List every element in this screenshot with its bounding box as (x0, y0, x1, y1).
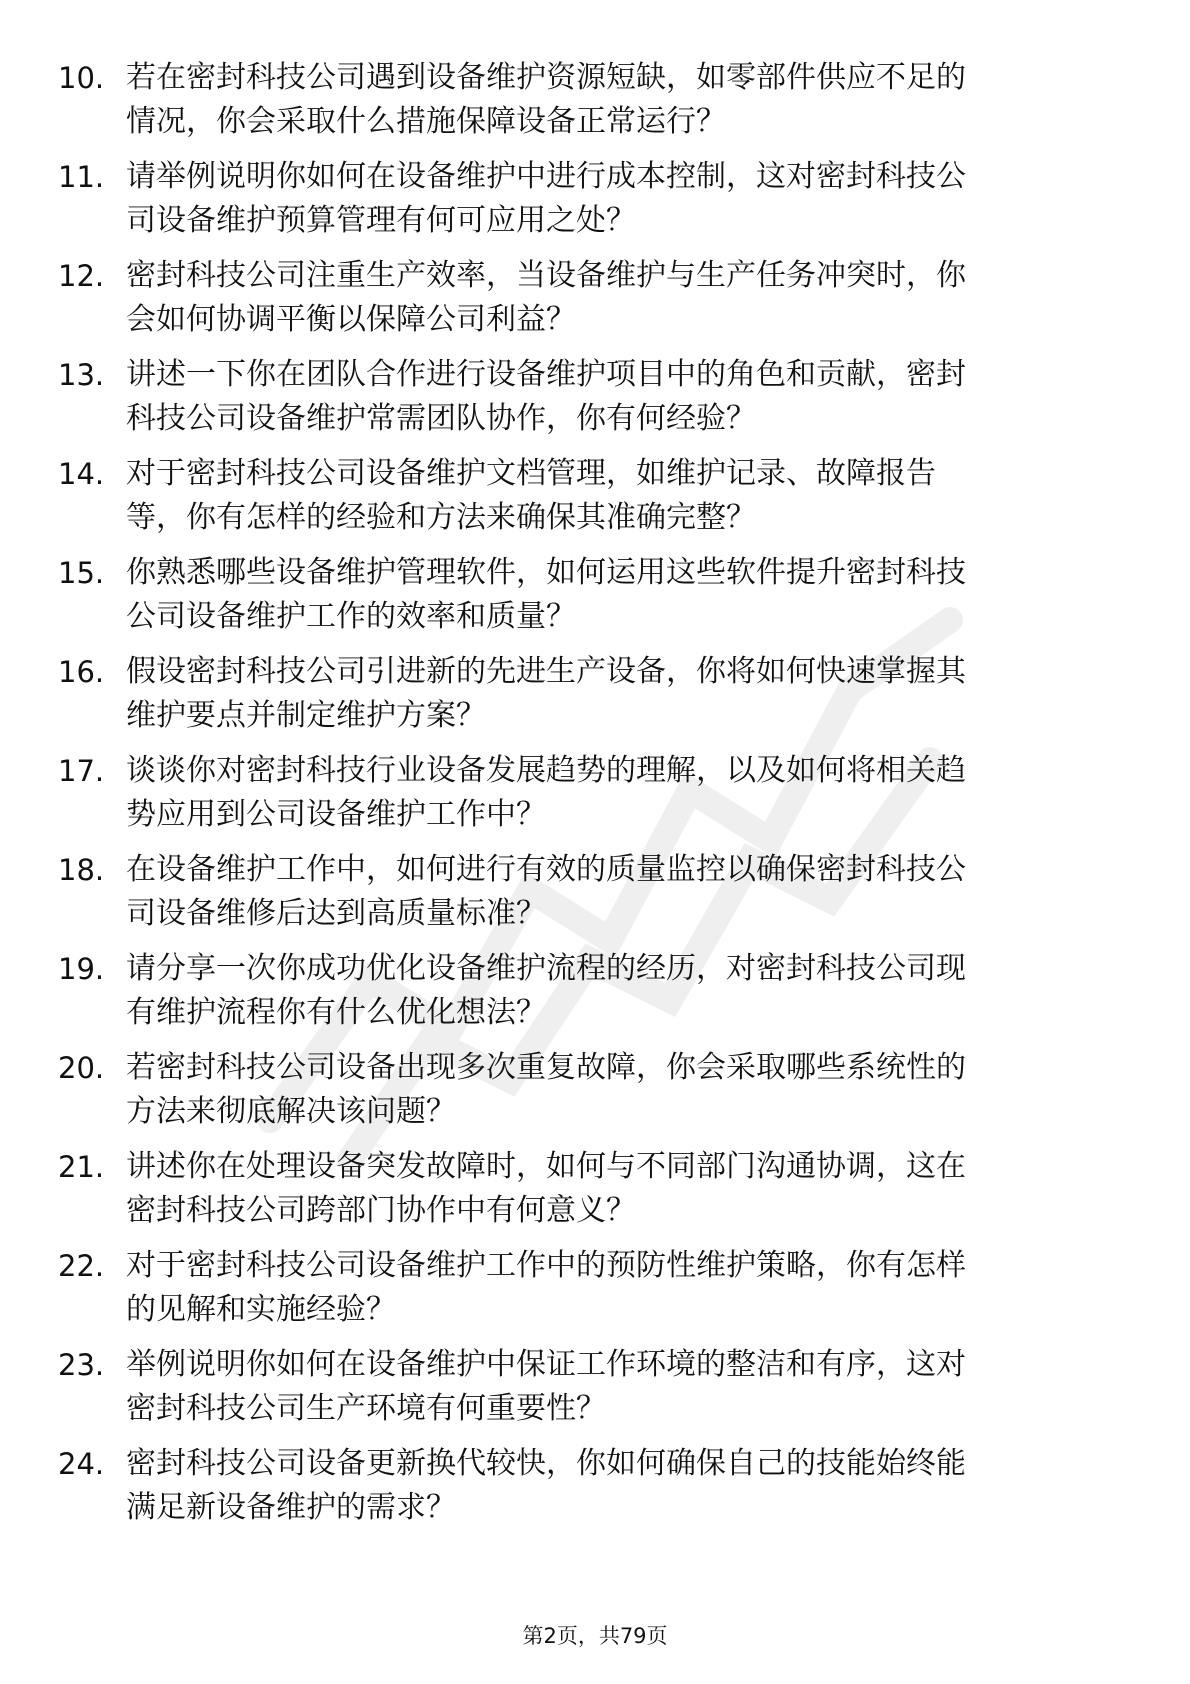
question-text (126, 353, 1126, 441)
question-line: 假设密封科技公司引进新的先进生产设备，你将如何快速掌握其 (126, 654, 966, 689)
question-number: 15. (58, 556, 105, 590)
question-line: 维护要点并制定维护方案？ (126, 698, 486, 733)
question-item (0, 1339, 1190, 1438)
question-text (126, 452, 1126, 540)
question-text (126, 848, 1126, 936)
question-line: 谈谈你对密封科技行业设备发展趋势的理解，以及如何将相关趋 (126, 753, 966, 788)
question-line: 举例说明你如何在设备维护中保证工作环境的整洁和有序，这对 (126, 1347, 966, 1382)
question-item (0, 151, 1190, 250)
question-item (0, 646, 1190, 745)
question-line: 密封科技公司生产环境有何重要性？ (126, 1391, 606, 1426)
page-footer (0, 1622, 1190, 1650)
question-item (0, 52, 1190, 151)
question-line: 情况，你会采取什么措施保障设备正常运行？ (126, 104, 726, 139)
question-line: 科技公司设备维护常需团队协作，你有何经验？ (126, 401, 756, 436)
question-line: 等，你有怎样的经验和方法来确保其准确完整？ (126, 500, 756, 535)
question-number: 12. (58, 259, 105, 293)
question-text (126, 749, 1126, 837)
question-line: 司设备维护预算管理有何可应用之处？ (126, 203, 636, 238)
question-line: 密封科技公司注重生产效率，当设备维护与生产任务冲突时，你 (126, 258, 966, 293)
question-item (0, 1042, 1190, 1141)
question-text (126, 1046, 1126, 1134)
question-text (126, 1145, 1126, 1233)
question-number: 10. (58, 61, 105, 95)
question-item (0, 250, 1190, 349)
question-text (126, 1244, 1126, 1332)
question-number: 24. (58, 1447, 105, 1481)
question-number: 13. (58, 358, 105, 392)
question-item (0, 448, 1190, 547)
question-number: 18. (58, 853, 105, 887)
question-number: 17. (58, 754, 105, 788)
question-line: 你熟悉哪些设备维护管理软件，如何运用这些软件提升密封科技 (126, 555, 966, 590)
question-text (126, 155, 1126, 243)
question-line: 若密封科技公司设备出现多次重复故障，你会采取哪些系统性的 (126, 1050, 966, 1085)
question-number: 23. (58, 1348, 105, 1382)
question-line: 有维护流程你有什么优化想法？ (126, 995, 546, 1030)
question-line: 公司设备维护工作的效率和质量？ (126, 599, 576, 634)
question-item (0, 844, 1190, 943)
question-text (126, 1343, 1126, 1431)
question-line: 密封科技公司设备更新换代较快，你如何确保自己的技能始终能 (126, 1446, 966, 1481)
question-text (126, 1442, 1126, 1530)
question-line: 密封科技公司跨部门协作中有何意义？ (126, 1193, 636, 1228)
question-line: 讲述一下你在团队合作进行设备维护项目中的角色和贡献，密封 (126, 357, 966, 392)
question-line: 对于密封科技公司设备维护文档管理，如维护记录、故障报告 (126, 456, 936, 491)
question-text (126, 947, 1126, 1035)
question-line: 请分享一次你成功优化设备维护流程的经历，对密封科技公司现 (126, 951, 966, 986)
question-line: 的见解和实施经验？ (126, 1292, 396, 1327)
question-line: 满足新设备维护的需求？ (126, 1490, 456, 1525)
question-line: 会如何协调平衡以保障公司利益？ (126, 302, 576, 337)
question-item (0, 1438, 1190, 1537)
question-item (0, 349, 1190, 448)
question-number: 14. (58, 457, 105, 491)
question-item (0, 943, 1190, 1042)
question-item (0, 1141, 1190, 1240)
question-item (0, 1240, 1190, 1339)
question-line: 请举例说明你如何在设备维护中进行成本控制，这对密封科技公 (126, 159, 966, 194)
question-number: 19. (58, 952, 105, 986)
question-number: 11. (58, 160, 105, 194)
question-line: 讲述你在处理设备突发故障时，如何与不同部门沟通协调，这在 (126, 1149, 966, 1184)
question-line: 方法来彻底解决该问题？ (126, 1094, 456, 1129)
question-line: 在设备维护工作中，如何进行有效的质量监控以确保密封科技公 (126, 852, 966, 887)
question-list (0, 52, 1190, 1537)
question-text (126, 56, 1126, 144)
question-number: 22. (58, 1249, 105, 1283)
page-number-label: 第2页，共79页 (522, 1624, 668, 1648)
question-text (126, 254, 1126, 342)
question-number: 16. (58, 655, 105, 689)
question-line: 对于密封科技公司设备维护工作中的预防性维护策略，你有怎样 (126, 1248, 966, 1283)
question-text (126, 551, 1126, 639)
question-number: 20. (58, 1051, 105, 1085)
question-line: 若在密封科技公司遇到设备维护资源短缺，如零部件供应不足的 (126, 60, 966, 95)
question-item (0, 745, 1190, 844)
question-text (126, 650, 1126, 738)
question-line: 司设备维修后达到高质量标准？ (126, 896, 546, 931)
question-line: 势应用到公司设备维护工作中？ (126, 797, 546, 832)
question-item (0, 547, 1190, 646)
question-number: 21. (58, 1150, 105, 1184)
